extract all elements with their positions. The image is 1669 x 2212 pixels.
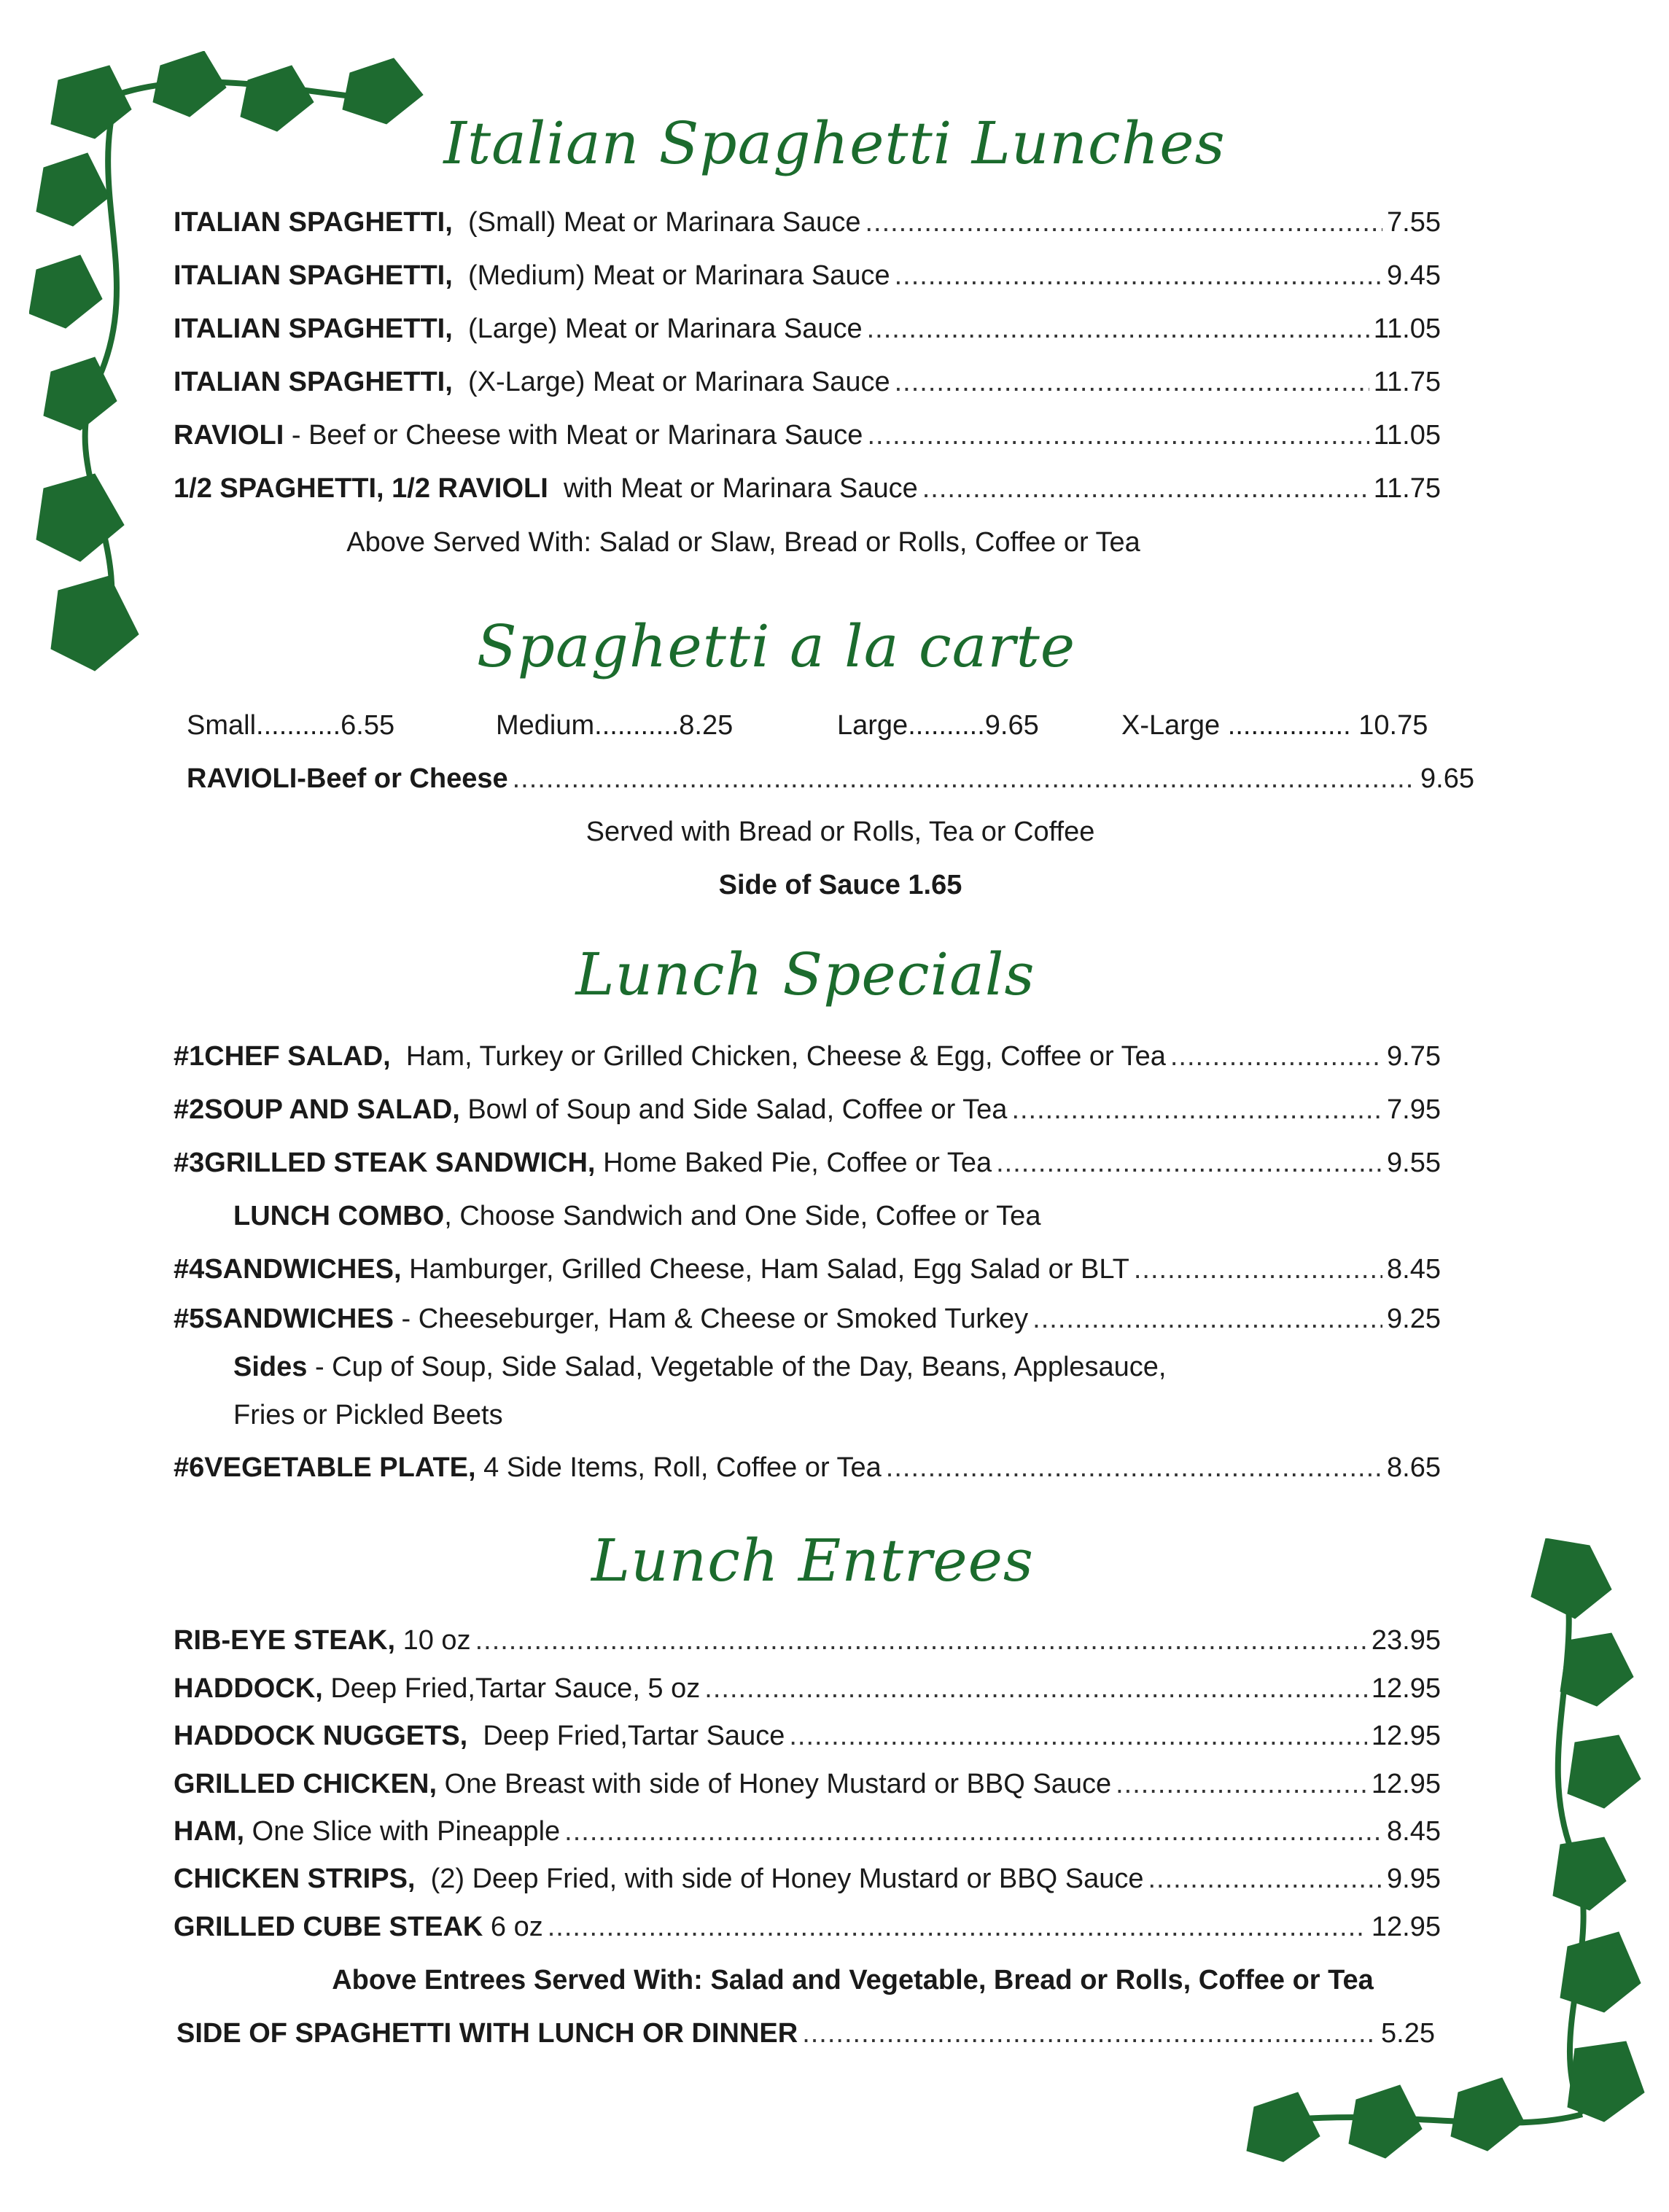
item-number: #3 [174, 1148, 205, 1178]
menu-item-ravioli [187, 762, 1474, 795]
item-price: 9.95 [1387, 1864, 1441, 1894]
item-name: HAM, [174, 1816, 245, 1847]
item-desc: (X-Large) Meat or Marinara Sauce [467, 367, 890, 397]
entree-item [174, 1672, 1441, 1705]
item-price: 7.95 [1387, 1094, 1441, 1125]
entree-item [174, 1815, 1441, 1848]
combo-desc: , Choose Sandwich and One Side, Coffee or Tea [444, 1201, 1041, 1231]
sides-desc: - Cup of Soup, Side Salad, Vegetable of the Day, Beans, Applesauce, [314, 1352, 1167, 1382]
dot-leader: ........... [256, 710, 341, 741]
dot-leader [475, 1624, 1367, 1657]
item-price: 11.75 [1373, 473, 1441, 504]
item-number: #2 [174, 1094, 205, 1125]
item-name: GRILLED CHICKEN, [174, 1769, 437, 1799]
dot-leader: ................ [1227, 710, 1351, 741]
entree-item [174, 1767, 1441, 1801]
sides-line-1 [233, 1350, 1167, 1384]
item-price: 12.95 [1371, 1912, 1441, 1942]
menu-item [174, 259, 1441, 292]
special-item [174, 1040, 1441, 1073]
section-title-lunch-entrees: Lunch Entrees [591, 1527, 1034, 1594]
dot-leader [802, 2017, 1377, 2050]
dot-leader [867, 312, 1369, 346]
item-name: RAVIOLI-Beef or Cheese [187, 763, 508, 794]
item-desc: One Slice with Pineapple [252, 1816, 561, 1847]
dot-leader [1116, 1767, 1367, 1801]
item-price: 7.55 [1387, 207, 1441, 238]
dot-leader [1148, 1862, 1382, 1896]
item-name: GRILLED STEAK SANDWICH, [204, 1148, 596, 1178]
dot-leader [1032, 1302, 1382, 1336]
item-number: #1 [174, 1041, 205, 1072]
item-number: #4 [174, 1254, 205, 1285]
item-price: 12.95 [1371, 1769, 1441, 1799]
item-desc: Deep Fried,Tartar Sauce, 5 oz [330, 1673, 701, 1704]
item-number: #5 [174, 1304, 205, 1334]
item-desc: Home Baked Pie, Coffee or Tea [603, 1148, 992, 1178]
item-price: 9.65 [1420, 763, 1474, 794]
item-name: VEGETABLE PLATE, [204, 1452, 476, 1483]
item-desc: Bowl of Soup and Side Salad, Coffee or Tea [467, 1094, 1008, 1125]
item-name: SANDWICHES, [204, 1254, 402, 1285]
item-desc: - Beef or Cheese with Meat or Marinara Sauce [291, 420, 863, 451]
size-name: X-Large [1121, 710, 1221, 741]
item-price: 9.55 [1387, 1148, 1441, 1178]
special-item [174, 1146, 1441, 1180]
item-price: 8.65 [1387, 1452, 1441, 1483]
dot-leader [867, 418, 1369, 452]
dot-leader [704, 1672, 1367, 1705]
item-price: 8.45 [1387, 1816, 1441, 1847]
item-number: #6 [174, 1452, 205, 1483]
item-price: 23.95 [1371, 1625, 1441, 1656]
entree-item [174, 1719, 1441, 1753]
dot-leader [1170, 1040, 1382, 1073]
a-la-carte-note: Served with Bread or Rolls, Tea or Coffee [585, 817, 1095, 847]
dot-leader [865, 206, 1382, 239]
sides-label: Sides [233, 1352, 308, 1382]
size-medium [496, 709, 733, 742]
item-desc: 4 Side Items, Roll, Coffee or Tea [483, 1452, 882, 1483]
item-name: ITALIAN SPAGHETTI, [174, 314, 453, 344]
size-price: 9.65 [984, 710, 1039, 741]
item-name: GRILLED CUBE STEAK [174, 1912, 483, 1942]
entree-item [174, 1624, 1441, 1657]
item-name: SANDWICHES [204, 1304, 394, 1334]
item-name: RIB-EYE STEAK, [174, 1625, 396, 1656]
special-item [174, 1451, 1441, 1484]
side-of-sauce: Side of Sauce 1.65 [718, 870, 962, 900]
item-name: RAVIOLI [174, 420, 284, 451]
item-desc: (2) Deep Fried, with side of Honey Mustard or BBQ Sauce [430, 1864, 1144, 1894]
item-desc: - Cheeseburger, Ham & Cheese or Smoked Turkey [401, 1304, 1029, 1334]
item-name: CHICKEN STRIPS, [174, 1864, 416, 1894]
size-name: Medium [496, 710, 595, 741]
sides-line-2 [233, 1398, 503, 1432]
section-title-spaghetti-lunches: Italian Spaghetti Lunches [443, 109, 1226, 177]
item-desc: Deep Fried,Tartar Sauce [483, 1721, 785, 1751]
dot-leader [922, 472, 1369, 505]
size-x-large [1121, 709, 1428, 742]
item-price: 8.45 [1387, 1254, 1441, 1285]
item-price: 11.05 [1373, 420, 1441, 451]
item-desc: Ham, Turkey or Grilled Chicken, Cheese & Egg, Coffee or Tea [405, 1041, 1166, 1072]
sides-desc-cont: Fries or Pickled Beets [233, 1400, 503, 1430]
entrees-served-with-note: Above Entrees Served With: Salad and Vegetable, Bread or Rolls, Coffee or Tea [332, 1965, 1374, 1995]
side-of-spaghetti [176, 2017, 1435, 2050]
size-large [837, 709, 1039, 742]
item-desc: 6 oz [490, 1912, 543, 1942]
combo-name: LUNCH COMBO [233, 1201, 445, 1231]
menu-item [174, 365, 1441, 399]
menu-item [174, 472, 1441, 505]
item-name: SIDE OF SPAGHETTI WITH LUNCH OR DINNER [176, 2018, 798, 2049]
item-name: ITALIAN SPAGHETTI, [174, 260, 453, 291]
item-price: 9.45 [1387, 260, 1441, 291]
item-desc: Hamburger, Grilled Cheese, Ham Salad, Egg Salad or BLT [409, 1254, 1129, 1285]
dot-leader: ........... [594, 710, 680, 741]
menu-item [174, 312, 1441, 346]
size-small [187, 709, 394, 742]
item-price: 5.25 [1381, 2018, 1435, 2049]
item-desc: One Breast with side of Honey Mustard or BBQ Sauce [444, 1769, 1112, 1799]
size-price: 8.25 [679, 710, 734, 741]
dot-leader [564, 1815, 1382, 1848]
served-with-note: Above Served With: Salad or Slaw, Bread or Rolls, Coffee or Tea [346, 527, 1140, 558]
dot-leader [1134, 1253, 1382, 1286]
menu-item [174, 206, 1441, 239]
dot-leader: .......... [908, 710, 985, 741]
size-name: Small [187, 710, 257, 741]
lunch-combo-line [233, 1199, 1040, 1233]
special-item [174, 1302, 1441, 1336]
dot-leader [895, 259, 1382, 292]
section-title-a-la-carte: Spaghetti a la carte [476, 612, 1076, 680]
menu-item [174, 418, 1441, 452]
item-price: 12.95 [1371, 1721, 1441, 1751]
size-price: 10.75 [1358, 710, 1428, 741]
dot-leader [548, 1910, 1367, 1944]
item-name: HADDOCK NUGGETS, [174, 1721, 468, 1751]
item-name: HADDOCK, [174, 1673, 323, 1704]
item-desc: (Medium) Meat or Marinara Sauce [467, 260, 890, 291]
item-desc: (Small) Meat or Marinara Sauce [467, 207, 861, 238]
item-price: 11.05 [1373, 314, 1441, 344]
dot-leader [886, 1451, 1382, 1484]
dot-leader [789, 1719, 1367, 1753]
size-name: Large [837, 710, 909, 741]
dot-leader [996, 1146, 1382, 1180]
item-name: ITALIAN SPAGHETTI, [174, 207, 453, 238]
section-title-lunch-specials: Lunch Specials [575, 941, 1035, 1008]
dot-leader [513, 762, 1416, 795]
size-price: 6.55 [341, 710, 395, 741]
item-desc: 10 oz [402, 1625, 471, 1656]
dot-leader [895, 365, 1369, 399]
entree-item [174, 1862, 1441, 1896]
item-desc: (Large) Meat or Marinara Sauce [467, 314, 863, 344]
item-desc: with Meat or Marinara Sauce [563, 473, 918, 504]
item-name: ITALIAN SPAGHETTI, [174, 367, 453, 397]
special-item [174, 1253, 1441, 1286]
special-item [174, 1093, 1441, 1126]
item-name: SOUP AND SALAD, [204, 1094, 460, 1125]
dot-leader [1011, 1093, 1382, 1126]
item-price: 9.75 [1387, 1041, 1441, 1072]
item-price: 9.25 [1387, 1304, 1441, 1334]
item-name: 1/2 SPAGHETTI, 1/2 RAVIOLI [174, 473, 548, 504]
item-name: CHEF SALAD, [204, 1041, 391, 1072]
item-price: 11.75 [1373, 367, 1441, 397]
item-price: 12.95 [1371, 1673, 1441, 1704]
entree-item [174, 1910, 1441, 1944]
